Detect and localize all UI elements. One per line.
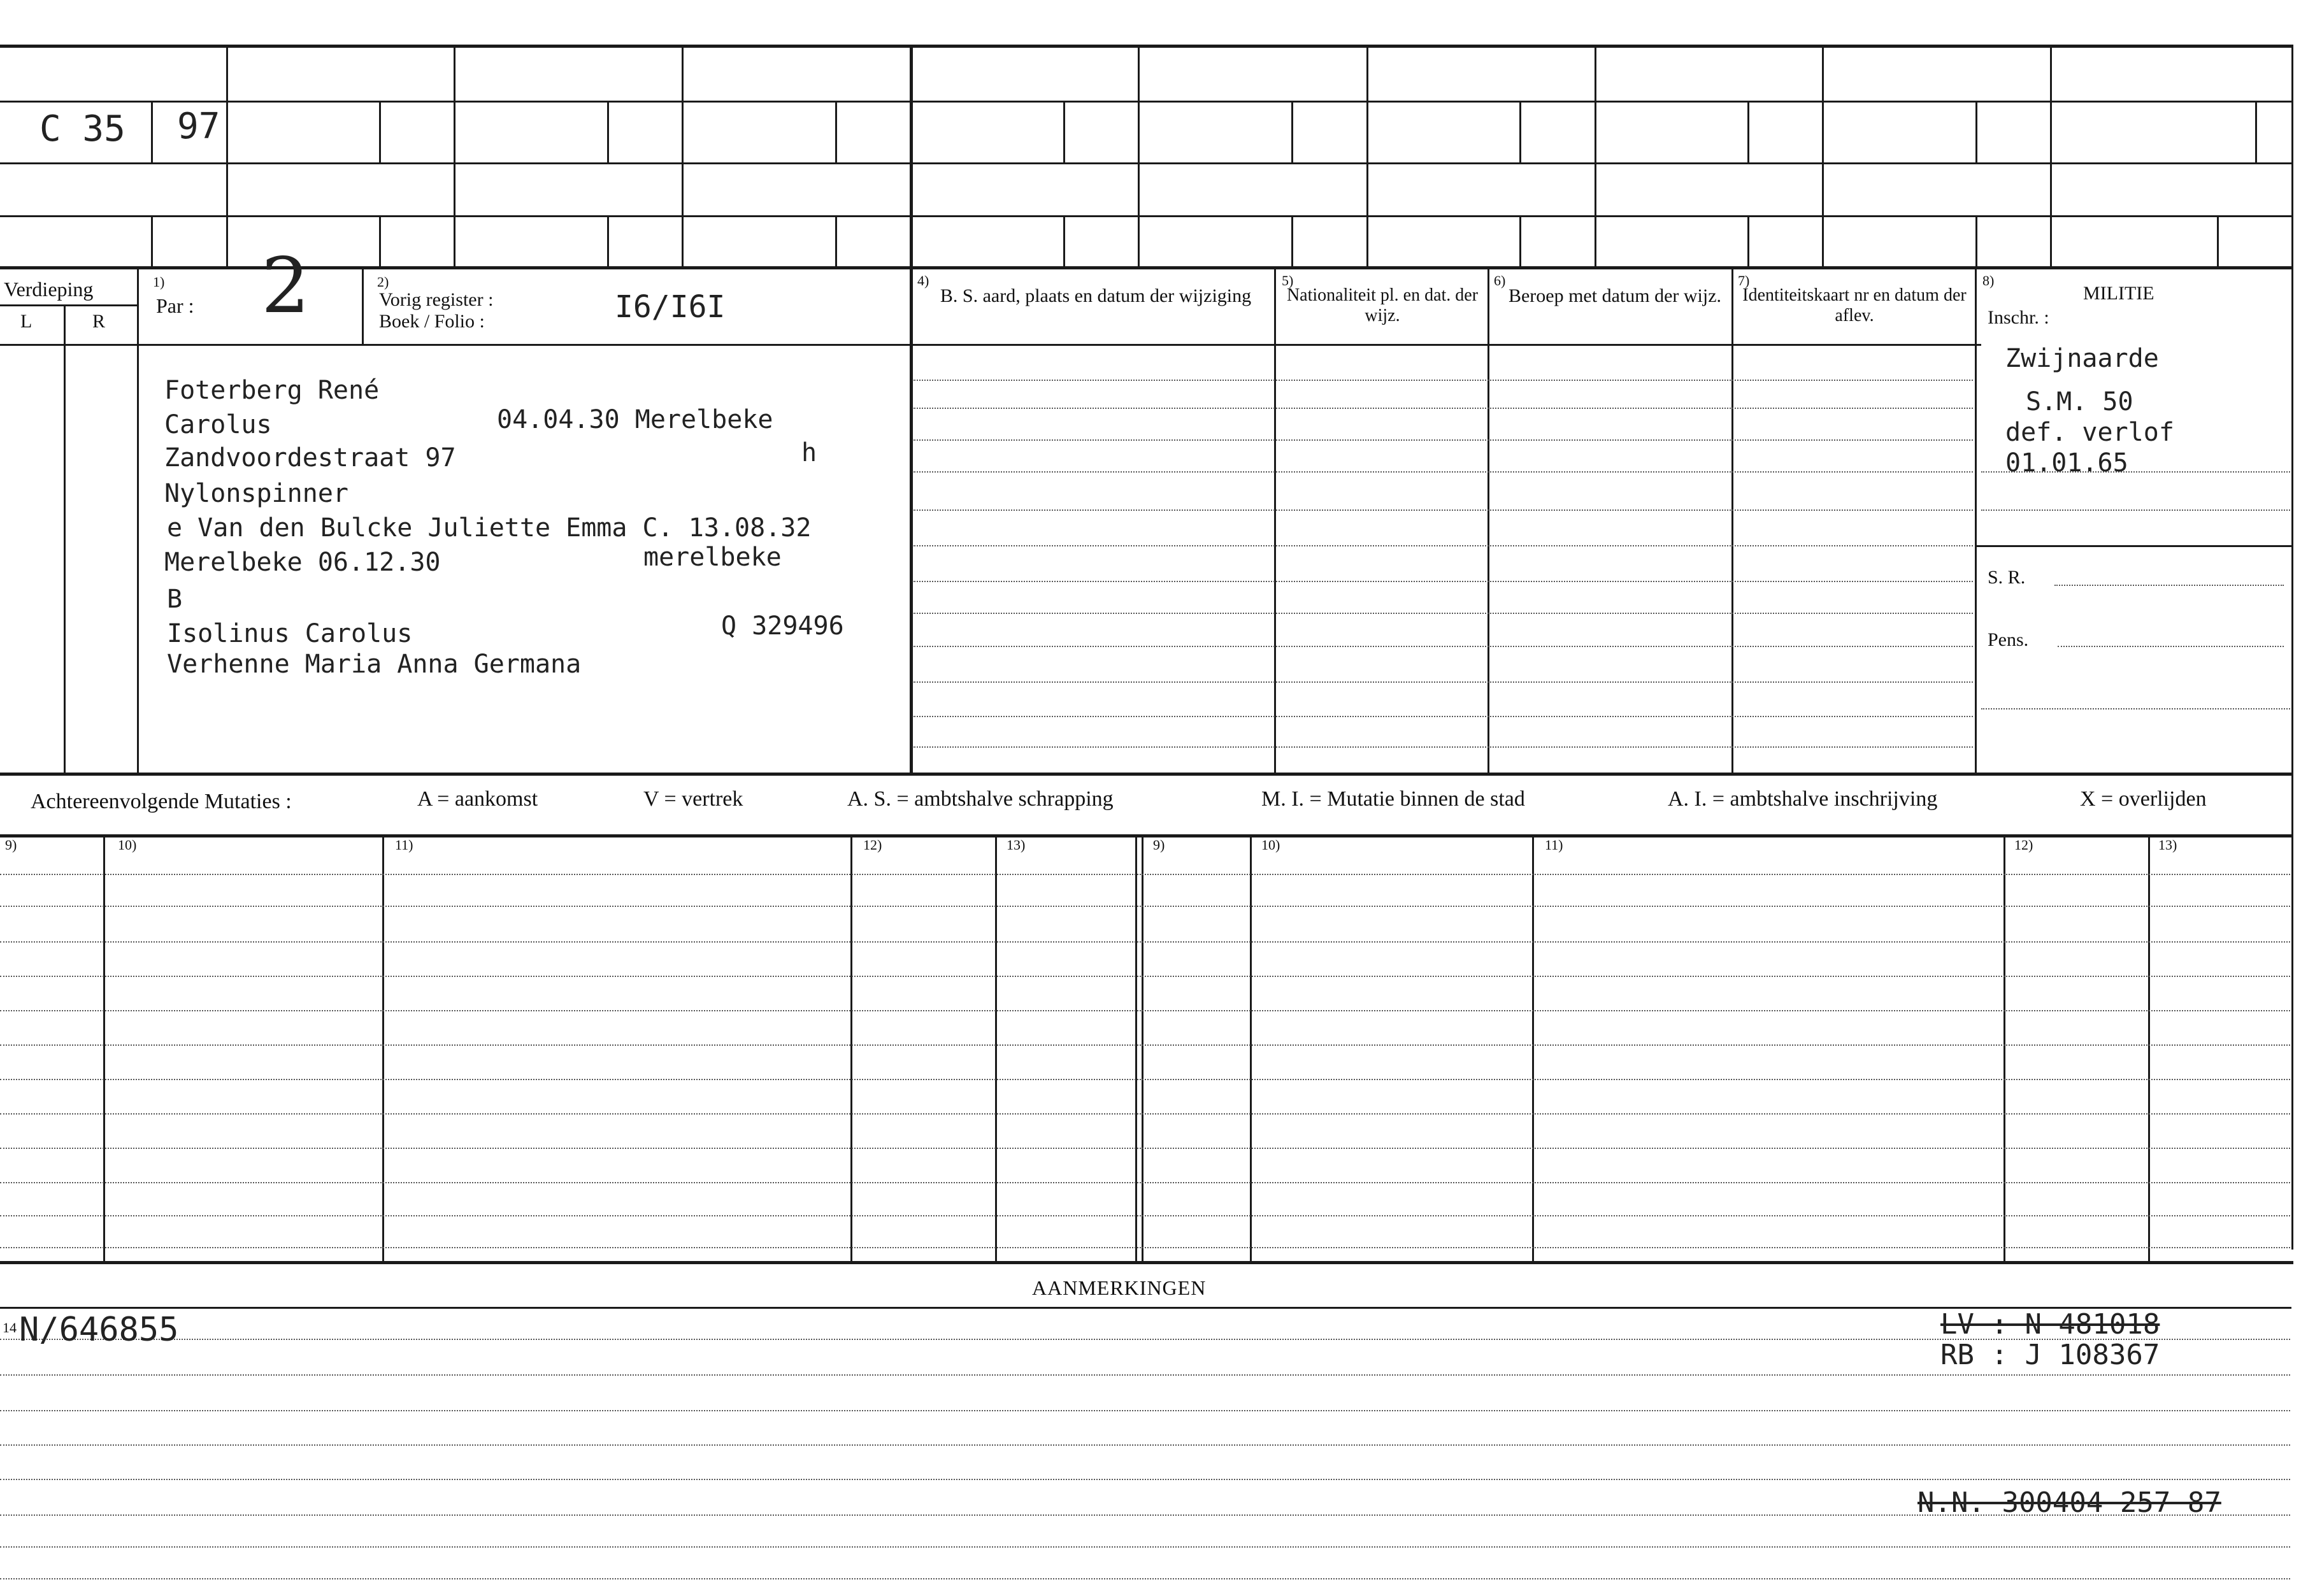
col4-num: 4): [917, 273, 929, 289]
top-short-divider: [835, 101, 837, 162]
top-short-divider: [151, 101, 153, 162]
mut-ruling-line: [0, 1182, 2290, 1183]
mut-ruling-line: [0, 1010, 2290, 1011]
top-short-divider: [607, 101, 609, 162]
par-label: Par :: [156, 294, 194, 317]
ruling-line: [912, 716, 1973, 717]
mut-col-num: 9): [5, 837, 17, 853]
col7-divider: [1731, 267, 1733, 773]
mut-col-num: 13): [1007, 837, 1026, 853]
mutaties-v: V = vertrek: [643, 787, 743, 811]
header-top-line: [0, 266, 2293, 269]
col8-num: 8): [1982, 273, 1995, 289]
mut-col-num: 10): [118, 837, 137, 853]
person-line6a: Merelbeke 06.12.30: [164, 548, 441, 577]
pens-label: Pens.: [1988, 629, 2029, 650]
lr-divider: [64, 304, 66, 773]
person-line1: Foterberg René: [164, 376, 380, 405]
top-short-divider: [1519, 215, 1521, 266]
mut-col-num: 10): [1261, 837, 1280, 853]
top-row-line-3: [0, 215, 2293, 217]
top-short-divider: [1291, 215, 1293, 266]
aanm-num: 14: [3, 1320, 17, 1336]
aanm-left-value: N/646855: [19, 1311, 179, 1349]
col4-divider: [910, 267, 913, 773]
top-short-divider: [151, 215, 153, 266]
militie-line2: S.M. 50: [2026, 387, 2133, 417]
top-short-divider: [1063, 215, 1065, 266]
militie-line4: 01.01.65: [2005, 448, 2128, 478]
top-short-divider: [1063, 101, 1065, 162]
mut-col-num: 13): [2158, 837, 2177, 853]
aanm-ruling-line: [0, 1546, 2290, 1548]
top-right-border: [2291, 46, 2293, 1250]
mutaties-as: A. S. = ambtshalve schrapping: [847, 787, 1114, 811]
ruling-line: [912, 646, 1973, 647]
vorig-num: 2): [377, 274, 389, 290]
top-short-divider: [1291, 101, 1293, 162]
ruling-line: [912, 746, 1973, 748]
mut-col-num: 11): [395, 837, 413, 853]
col6-label: Beroep met datum der wijz.: [1508, 285, 1722, 306]
top-divider: [1822, 46, 1824, 266]
mutaties-title: Achtereenvolgende Mutaties :: [31, 790, 292, 813]
mut-ruling-line: [0, 976, 2290, 977]
top-divider: [1366, 46, 1368, 266]
top-row-line-1: [0, 101, 2293, 103]
top-border: [0, 45, 2293, 48]
code-97: 97: [177, 106, 220, 147]
person-line3b: h: [801, 438, 817, 467]
mut-ruling-line: [0, 1079, 2290, 1080]
mut-col-num: 12): [2014, 837, 2033, 853]
top-short-divider: [607, 215, 609, 266]
militie-line: [1981, 509, 2290, 511]
top-short-divider: [379, 215, 381, 266]
ruling-line: [912, 439, 1973, 441]
col7-label: Identiteitskaart nr en datum der aflev.: [1742, 285, 1967, 326]
top-short-divider: [2217, 215, 2219, 266]
mut-ruling-line: [0, 906, 2290, 907]
col5-divider: [1274, 267, 1276, 773]
aanm-lv: LV : N 481018: [1940, 1308, 2160, 1341]
person-line8a: Isolinus Carolus: [167, 619, 413, 648]
code-c35: C 35: [39, 108, 125, 150]
sr-label: S. R.: [1988, 567, 2026, 588]
col7-num: 7): [1738, 273, 1750, 289]
pens-line: [2058, 646, 2284, 647]
par-divider: [362, 267, 364, 344]
mutaties-mi: M. I. = Mutatie binnen de stad: [1261, 787, 1525, 811]
top-short-divider: [2255, 101, 2257, 162]
aanm-ruling-line: [0, 1410, 2290, 1411]
top-divider: [2050, 46, 2052, 266]
person-line8b: Q 329496: [721, 611, 844, 641]
mut-ruling-line: [0, 1044, 2290, 1046]
mutaties-divider: [995, 836, 997, 1261]
person-line2a: Carolus: [164, 410, 272, 439]
ruling-line: [912, 509, 1973, 511]
top-divider: [682, 46, 684, 266]
ruling-line: [912, 681, 1973, 683]
mutaties-top-line: [0, 773, 2293, 776]
aanm-ruling-line: [0, 1479, 2290, 1480]
header-bottom-line: [0, 344, 1981, 346]
person-line3a: Zandvoordestraat 97: [164, 443, 456, 473]
person-line7: B: [167, 585, 183, 614]
mut-ruling-line: [0, 1148, 2290, 1149]
mutaties-divider: [1142, 836, 1143, 1261]
ruling-line: [912, 471, 1973, 473]
militie-line1: Zwijnaarde: [2005, 344, 2159, 373]
vorig-label: Vorig register :: [379, 289, 494, 310]
aanmerkingen-title: AANMERKINGEN: [1032, 1276, 1207, 1299]
top-divider: [454, 46, 455, 266]
top-row-line-2: [0, 162, 2293, 164]
mut-ruling-line: [0, 874, 2290, 875]
militie-line3: def. verlof: [2005, 418, 2174, 447]
mut-col-num: 9): [1153, 837, 1165, 853]
ruling-line: [912, 380, 1973, 381]
mutaties-divider: [382, 836, 384, 1261]
mut-ruling-line: [0, 1113, 2290, 1115]
top-short-divider: [379, 101, 381, 162]
mutaties-divider: [1135, 836, 1137, 1261]
mutaties-a: A = aankomst: [417, 787, 538, 811]
militie-line: [1981, 708, 2290, 709]
person-line2b: 04.04.30 Merelbeke: [497, 405, 773, 434]
mut-ruling-line: [0, 1247, 2290, 1248]
mut-ruling-line: [0, 941, 2290, 943]
lr-right-border: [137, 267, 139, 773]
lr-header-line: [0, 304, 137, 306]
aanm-rb: RB : J 108367: [1940, 1339, 2160, 1371]
mut-col-num: 11): [1545, 837, 1563, 853]
aanm-ruling-line: [0, 1374, 2290, 1376]
person-line6b: merelbeke: [643, 543, 782, 572]
mutaties-grid-bottom: [0, 1261, 2293, 1264]
col-r-label: R: [92, 311, 106, 332]
top-divider: [1138, 46, 1140, 266]
mutaties-divider: [1250, 836, 1252, 1261]
aanm-nn: N.N. 300404 257 87: [1917, 1486, 2221, 1519]
top-divider: [226, 46, 228, 266]
mutaties-divider: [103, 836, 105, 1261]
top-divider: [910, 46, 913, 266]
top-short-divider: [1519, 101, 1521, 162]
vorig-value: I6/I6I: [615, 289, 726, 325]
ruling-line: [912, 613, 1973, 614]
mutaties-divider: [2003, 836, 2005, 1261]
mut-col-num: 12): [863, 837, 882, 853]
person-line9: Verhenne Maria Anna Germana: [167, 650, 582, 679]
aanm-ruling-line: [0, 1444, 2290, 1446]
top-divider: [1595, 46, 1596, 266]
verdieping-label: Verdieping: [4, 278, 94, 301]
person-line5: e Van den Bulcke Juliette Emma C. 13.08.32: [167, 513, 812, 543]
aanm-ruling-line: [0, 1578, 2290, 1579]
mutaties-ai: A. I. = ambtshalve inschrijving: [1668, 787, 1938, 811]
mutaties-divider: [850, 836, 852, 1261]
mutaties-x: X = overlijden: [2080, 787, 2207, 811]
top-short-divider: [1975, 215, 1977, 266]
top-short-divider: [1747, 101, 1749, 162]
col6-divider: [1487, 267, 1489, 773]
col4-label: B. S. aard, plaats en datum der wijziging: [940, 285, 1252, 306]
ruling-line: [912, 408, 1973, 409]
col6-num: 6): [1494, 273, 1506, 289]
top-short-divider: [835, 215, 837, 266]
boek-label: Boek / Folio :: [379, 311, 485, 332]
ruling-line: [912, 545, 1973, 546]
mutaties-divider: [2148, 836, 2150, 1261]
col5-label: Nationaliteit pl. en dat. der wijz.: [1286, 285, 1479, 326]
top-short-divider: [1747, 215, 1749, 266]
militie-separator: [1976, 545, 2291, 547]
sr-line: [2054, 585, 2284, 586]
col5-num: 5): [1282, 273, 1294, 289]
top-short-divider: [1975, 101, 1977, 162]
mut-ruling-line: [0, 1215, 2290, 1216]
ruling-line: [912, 581, 1973, 582]
mutaties-divider: [1532, 836, 1534, 1261]
par-num: 1): [153, 274, 165, 290]
person-line4: Nylonspinner: [164, 479, 348, 508]
inschr-label: Inschr. :: [1988, 307, 2049, 328]
col8-divider: [1975, 267, 1977, 773]
militie-label: MILITIE: [2083, 283, 2154, 304]
mutaties-grid-top: [0, 834, 2293, 837]
par-value: 2: [261, 242, 310, 331]
col-l-label: L: [20, 311, 32, 332]
